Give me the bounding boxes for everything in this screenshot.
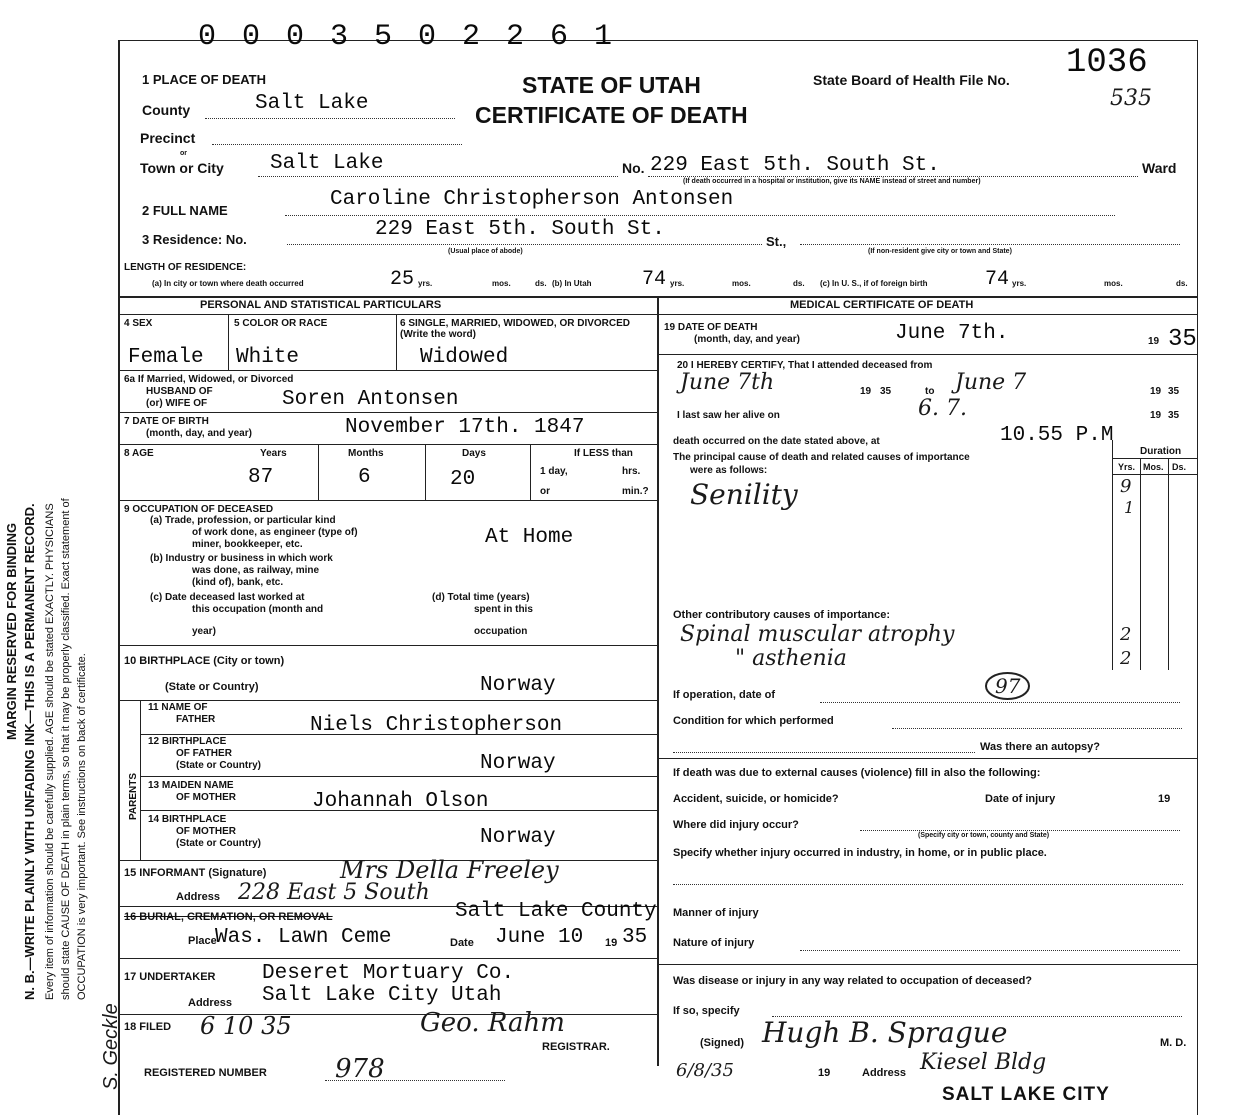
age-divider-2 [425,444,426,500]
where-injury-label: Where did injury occur? [673,819,799,831]
dod-value: June 7th. [895,322,1009,345]
signed-year-prefix: 19 [818,1067,831,1079]
state-title: STATE OF UTAH [522,72,701,98]
residence-value: 229 East 5th. South St. [375,218,665,241]
sex-value: Female [128,346,204,369]
row-line-9 [140,810,658,811]
row-line-8 [140,776,658,777]
occupation-d-2: spent in this [474,604,533,615]
or-label: or [180,150,187,157]
age-label: 8 AGE [124,448,154,459]
father-birthplace-value: Norway [480,752,556,775]
registrar-label: REGISTRAR. [542,1041,610,1053]
informant-signature: Mrs Della Freeley [340,856,559,884]
margin-warning: N. B.—WRITE PLAINLY WITH UNFADING INK—THIS IS A PERMANENT RECORD. [22,503,37,1000]
hospital-note: (If death occurred in a hospital or institution, give its NAME instead of street and number) [683,178,981,185]
where-injury-sub: (Specify city or town, county and State) [918,832,1050,839]
residence-label: 3 Residence: No. [142,232,247,247]
min-label: min.? [622,486,649,497]
dob-value: November 17th. 1847 [345,416,585,439]
father-birthplace-label-1: 12 BIRTHPLACE [148,736,227,747]
personal-heading-line [118,314,658,315]
age-months-label: Months [348,448,384,459]
mother-value: Johannah Olson [312,790,489,813]
color-label: 5 COLOR OR RACE [234,318,328,329]
spouse-label-1: 6a If Married, Widowed, or Divorced [124,374,294,385]
physician-address-label: Address [862,1067,907,1079]
birthplace-state-label: (State or Country) [165,681,259,693]
undertaker-address-value: Salt Lake City Utah [262,984,502,1007]
age-years: 87 [248,466,274,489]
color-value: White [236,346,300,369]
burial-date-label: Date [450,937,474,949]
medical-heading-line [658,314,1198,315]
file-number-handwritten: 535 [1110,86,1152,111]
town-value: Salt Lake [270,152,384,175]
disease-occupation-label: Was disease or injury in any way related to occupation of deceased? [673,975,1033,987]
registrar-signature: Geo. Rahm [420,1008,565,1038]
spouse-label-3: (or) WIFE OF [146,398,208,409]
autopsy-label: Was there an autopsy? [980,741,1101,753]
length-of-residence-label: LENGTH OF RESIDENCE: [124,262,247,273]
duration-col-1 [1112,440,1113,670]
age-divider-1 [318,444,319,500]
row-line-13 [118,1014,658,1015]
precinct-label: Precinct [140,130,196,146]
dod-year: 35 [1168,326,1197,353]
accident-label: Accident, suicide, or homicide? [673,793,839,805]
length-b-yrs: yrs. [670,279,685,288]
file-number-label: State Board of Health File No. [813,72,1010,88]
length-a-ds: ds. [535,279,547,288]
last-saw-value: 6. 7. [918,396,967,421]
death-time: 10.55 P.M [1000,424,1114,447]
signed-date: 6/8/35 [676,1060,734,1081]
registered-number-label: REGISTERED NUMBER [144,1067,267,1079]
duration-label: Duration [1140,446,1182,457]
burial-label: 16 BURIAL, CREMATION, OR REMOVAL [124,911,333,923]
occupation-a-1: (a) Trade, profession, or particular kind [150,515,336,526]
mother-birthplace-label-3: (State or Country) [176,838,261,849]
registered-number-value: 978 [335,1054,385,1084]
margin-instructions-1: Every item of information should be carefully supplied. AGE should be stated EXACTLY. PHYSICIANS [44,503,56,1000]
duration-col-2 [1140,458,1141,670]
sex-label: 4 SEX [124,318,153,329]
street-number-label: No. [622,160,645,176]
length-a-mos: mos. [492,279,511,288]
father-label-2: FATHER [176,714,216,725]
father-value: Niels Christopherson [310,714,563,737]
occupation-value: At Home [485,526,574,549]
row-line-5 [118,645,658,646]
county-label: County [142,102,191,118]
informant-label: 15 INFORMANT (Signature) [124,867,267,879]
age-days-label: Days [462,448,486,459]
attend-to-label: to [925,386,935,397]
other-cause-2-duration: 2 [1120,648,1132,669]
principal-cause-duration: 9 [1120,476,1132,497]
town-label: Town or City [140,160,224,176]
spouse-label-2: HUSBAND OF [146,386,213,397]
signed-label: (Signed) [700,1037,744,1049]
informant-address-value: 228 East 5 South [238,880,430,905]
duration-yrs: Yrs. [1118,462,1136,472]
attend-to-year: 35 [1168,386,1180,397]
spouse-value: Soren Antonsen [282,388,459,411]
mother-birthplace-label-1: 14 BIRTHPLACE [148,814,227,825]
less-than-label: If LESS than [574,448,633,459]
margin-instructions-2: should state CAUSE OF DEATH in plain terms, so that it may be properly classified. Exact statement of [60,498,72,1000]
burial-place-label: Place [188,935,217,947]
place-of-death-label: 1 PLACE OF DEATH [142,72,266,87]
row-line-1 [118,370,658,371]
sex-divider [228,314,229,370]
row-line-7 [140,734,658,735]
dob-label-2: (month, day, and year) [146,428,252,439]
dod-year-prefix: 19 [1148,336,1160,347]
ward-label: Ward [1142,160,1177,176]
undertaker-label: 17 UNDERTAKER [124,971,216,983]
row-line-2 [118,412,658,413]
nature-injury-label: Nature of injury [673,937,755,949]
length-c-yrs: yrs. [1012,279,1027,288]
age-months: 6 [358,466,371,489]
manner-injury-label: Manner of injury [673,907,759,919]
hrs-label: hrs. [622,466,641,477]
certify-label: 20 I HEREBY CERTIFY, That I attended deceased from [677,360,933,371]
residence-line-2 [800,244,1180,245]
full-name-line [285,215,1115,216]
occupation-a-2: of work done, as engineer (type of) [192,527,358,538]
medical-line-1 [658,354,1198,355]
medical-line-2 [658,758,1198,759]
last-saw-label: I last saw her alive on [677,410,780,421]
county-line [205,118,455,119]
occupation-c-2: this occupation (month and [192,604,324,615]
medical-line-3 [658,964,1198,965]
dod-label-2: (month, day, and year) [694,334,800,345]
length-c-label: (c) In U. S., if of foreign birth [820,279,928,288]
parents-divider [140,700,141,860]
city-stamp: SALT LAKE CITY [942,1084,1110,1105]
condition-line [892,728,1182,729]
or-label-2: or [540,486,550,497]
mother-birthplace-value: Norway [480,826,556,849]
father-label-1: 11 NAME OF [148,702,208,713]
attend-from-year: 35 [880,386,892,397]
county-value: Salt Lake [255,92,369,115]
burial-place-value: Was. Lawn Ceme [215,926,392,949]
occupation-d-3: occupation [474,626,528,637]
age-circled: 97 [985,672,1030,700]
dob-label-1: 7 DATE OF BIRTH [124,416,209,427]
occupation-b-3: (kind of), bank, etc. [192,577,284,588]
color-divider [396,314,397,370]
marital-value: Widowed [420,346,509,369]
age-days: 20 [450,468,476,491]
row-line-6 [118,700,658,701]
informant-address-label: Address [176,891,221,903]
attend-year-prefix: 19 [860,386,872,397]
residence-sub: (Usual place of abode) [448,248,523,255]
row-line-4 [118,500,658,501]
length-c-mos: mos. [1104,279,1123,288]
margin-instructions-3: OCCUPATION is very important. See instructions on back of certificate. [76,653,88,1000]
length-b-ds: ds. [793,279,805,288]
length-b-mos: mos. [732,279,751,288]
precinct-line [212,144,462,145]
occupation-c-1: (c) Date deceased last worked at [150,592,305,603]
full-name-label: 2 FULL NAME [142,203,228,218]
serial-number: 0 0 0 3 5 0 2 2 6 1 [198,20,617,54]
physician-address: Kiesel Bldg [920,1050,1047,1075]
md-label: M. D. [1160,1037,1187,1049]
length-c-value: 74 [985,268,1010,291]
principal-cause-label-2: were as follows: [690,465,768,476]
street-line [648,176,1138,177]
other-causes-label: Other contributory causes of importance: [673,609,890,621]
external-causes-label: If death was due to external causes (violence) fill in also the following: [673,767,1041,779]
specify-industry-label: Specify whether injury occurred in industry, in home, or in public place. [673,847,1047,859]
length-a-yrs: yrs. [418,279,433,288]
marital-label: 6 SINGLE, MARRIED, WIDOWED, OR DIVORCED (Write the word) [400,318,631,340]
operation-label: If operation, date of [673,689,776,701]
father-birthplace-label-3: (State or Country) [176,760,261,771]
father-birthplace-label-2: OF FATHER [176,748,232,759]
town-line [258,176,618,177]
burial-value: Salt Lake County [455,900,657,923]
one-day-label: 1 day, [540,466,568,477]
last-saw-year: 35 [1168,410,1180,421]
occupation-d-1: (d) Total time (years) [432,592,530,603]
autopsy-line [673,752,975,753]
street-address: 229 East 5th. South St. [650,154,940,177]
principal-cause: Senility [690,478,798,511]
operation-line [820,702,1180,703]
residence-st-label: St., [766,234,787,249]
condition-label: Condition for which performed [673,715,834,727]
if-so-label: If so, specify [673,1005,740,1017]
principal-cause-label-1: The principal cause of death and related causes of importance [673,452,970,463]
physician-signature: Hugh B. Sprague [762,1016,1008,1049]
length-a-label: (a) In city or town where death occurred [152,279,304,288]
where-line [860,830,1180,831]
dod-label-1: 19 DATE OF DEATH [664,322,758,333]
form-right-border [1197,40,1198,1115]
length-a-value: 25 [390,268,415,291]
industry-line-1 [673,884,1183,885]
row-line-3 [118,444,658,445]
mother-birthplace-label-2: OF MOTHER [176,826,236,837]
death-occurred-label: death occurred on the date stated above, at [673,436,880,447]
age-divider-3 [530,444,531,500]
mother-label-2: OF MOTHER [176,792,236,803]
residence-line [287,244,762,245]
form-left-border [118,40,120,1115]
row-line-12 [118,958,658,959]
length-b-value: 74 [642,268,667,291]
length-b-label: (b) In Utah [552,279,592,288]
personal-heading: PERSONAL AND STATISTICAL PARTICULARS [200,299,442,311]
attend-from: June 7th [680,370,775,395]
attend-to: June 7 [955,370,1027,395]
injury-year-prefix: 19 [1158,793,1171,805]
duration-sub-line [1112,474,1198,475]
other-cause-1-duration: 2 [1120,624,1132,645]
duration-mos: Mos. [1143,462,1164,472]
birthplace-value: Norway [480,674,556,697]
other-cause-1: Spinal muscular atrophy [680,622,955,647]
length-c-ds: ds. [1176,279,1188,288]
duration-col-3 [1168,458,1169,670]
file-number: 1036 [1066,44,1148,82]
attend-to-year-prefix: 19 [1150,386,1162,397]
injury-date-label: Date of injury [985,793,1056,805]
parents-label: PARENTS [128,772,139,820]
mother-label-1: 13 MAIDEN NAME [148,780,234,791]
undertaker-value: Deseret Mortuary Co. [262,962,515,985]
regnum-line [325,1080,505,1081]
burial-year-value: 35 [622,926,648,949]
principal-cause-duration-2: 1 [1124,498,1135,517]
undertaker-address-label: Address [188,997,233,1009]
burial-date-value: June 10 [495,926,584,949]
full-name-value: Caroline Christopherson Antonsen [330,188,734,211]
occupation-label: 9 OCCUPATION OF DECEASED [124,504,274,515]
last-saw-year-prefix: 19 [1150,410,1162,421]
filed-value: 6 10 35 [200,1012,292,1040]
occupation-a-3: miner, bookkeeper, etc. [192,539,303,550]
burial-year-prefix: 19 [605,937,618,949]
nature-line [800,950,1180,951]
occupation-b-2: was done, as railway, mine [192,565,320,576]
medical-heading: MEDICAL CERTIFICATE OF DEATH [790,299,974,311]
margin-binding-note: MARGIN RESERVED FOR BINDING [4,522,19,740]
occupation-c-3: year) [192,626,216,637]
residence-nonresident-note: (If non-resident give city or town and State) [868,248,1012,255]
duration-head-line [1112,458,1198,459]
duration-ds: Ds. [1172,462,1187,472]
filed-label: 18 FILED [124,1021,172,1033]
certificate-title: CERTIFICATE OF DEATH [475,102,748,128]
age-years-label: Years [260,448,287,459]
occupation-b-1: (b) Industry or business in which work [150,553,333,564]
birthplace-label: 10 BIRTHPLACE (City or town) [124,655,285,667]
margin-handwriting: S. Geckle [100,1003,122,1090]
other-cause-2: " asthenia [735,646,847,671]
